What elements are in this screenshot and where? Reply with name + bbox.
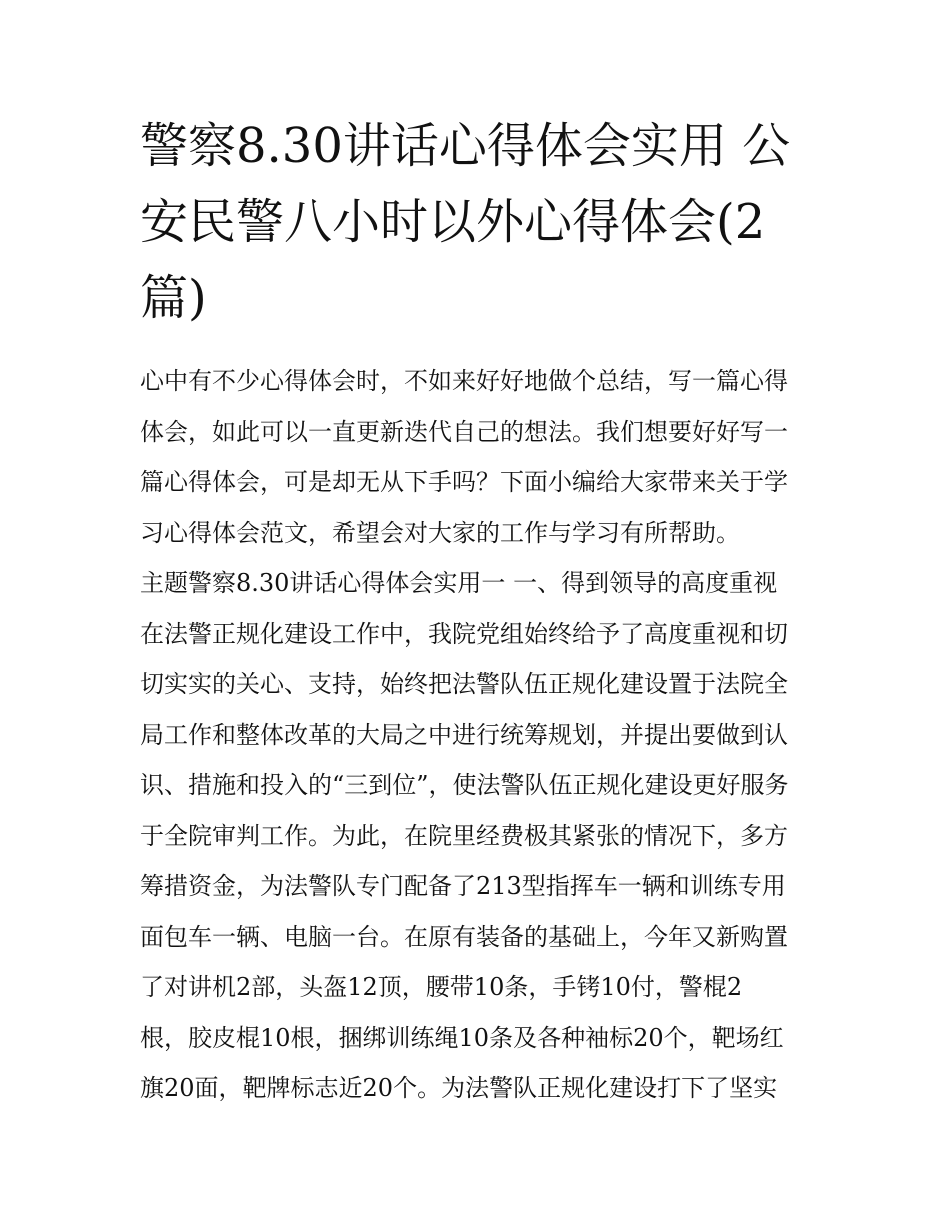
document-title bbox=[140, 108, 830, 336]
body-line: 根，胶皮棍10根，捆绑训练绳10条及各种袖标20个，靶场红 bbox=[140, 1023, 784, 1052]
document-body bbox=[140, 356, 820, 1114]
body-line: 体会，如此可以一直更新迭代自己的想法。我们想要好好写一 bbox=[140, 417, 788, 446]
title-line: 篇) bbox=[140, 270, 207, 326]
body-line: 旗20面，靶牌标志近20个。为法警队正规化建设打下了坚实 bbox=[140, 1074, 778, 1102]
body-line: 局工作和整体改革的大局之中进行统筹规划，并提出要做到认 bbox=[140, 720, 788, 749]
title-line: 警察8.30讲话心得体会实用 公 bbox=[140, 118, 791, 174]
body-line: 筹措资金，为法警队专门配备了213型指挥车一辆和训练专用 bbox=[140, 872, 786, 900]
body-line: 在法警正规化建设工作中，我院党组始终给予了高度重视和切 bbox=[140, 619, 788, 648]
body-line: 篇心得体会，可是却无从下手吗？下面小编给大家带来关于学 bbox=[140, 468, 788, 496]
body-line: 识、措施和投入的“三到位”，使法警队伍正规化建设更好服务 bbox=[140, 771, 789, 799]
body-line: 面包车一辆、电脑一台。在原有装备的基础上，今年又新购置 bbox=[140, 922, 788, 951]
body-line: 切实实的关心、支持，始终把法警队伍正规化建设置于法院全 bbox=[140, 670, 788, 698]
body-line: 习心得体会范文，希望会对大家的工作与学习有所帮助。 bbox=[140, 518, 740, 547]
body-line: 于全院审判工作。为此，在院里经费极其紧张的情况下，多方 bbox=[140, 821, 788, 850]
body-line: 主题警察8.30讲话心得体会实用一 一、得到领导的高度重视 bbox=[140, 569, 778, 597]
body-line: 了对讲机2部，头盔12顶，腰带10条，手铐10付，警棍2 bbox=[140, 973, 743, 1001]
body-line: 心中有不少心得体会时，不如来好好地做个总结，写一篇心得 bbox=[140, 367, 788, 395]
title-line: 安民警八小时以外心得体会(2 bbox=[140, 194, 766, 250]
